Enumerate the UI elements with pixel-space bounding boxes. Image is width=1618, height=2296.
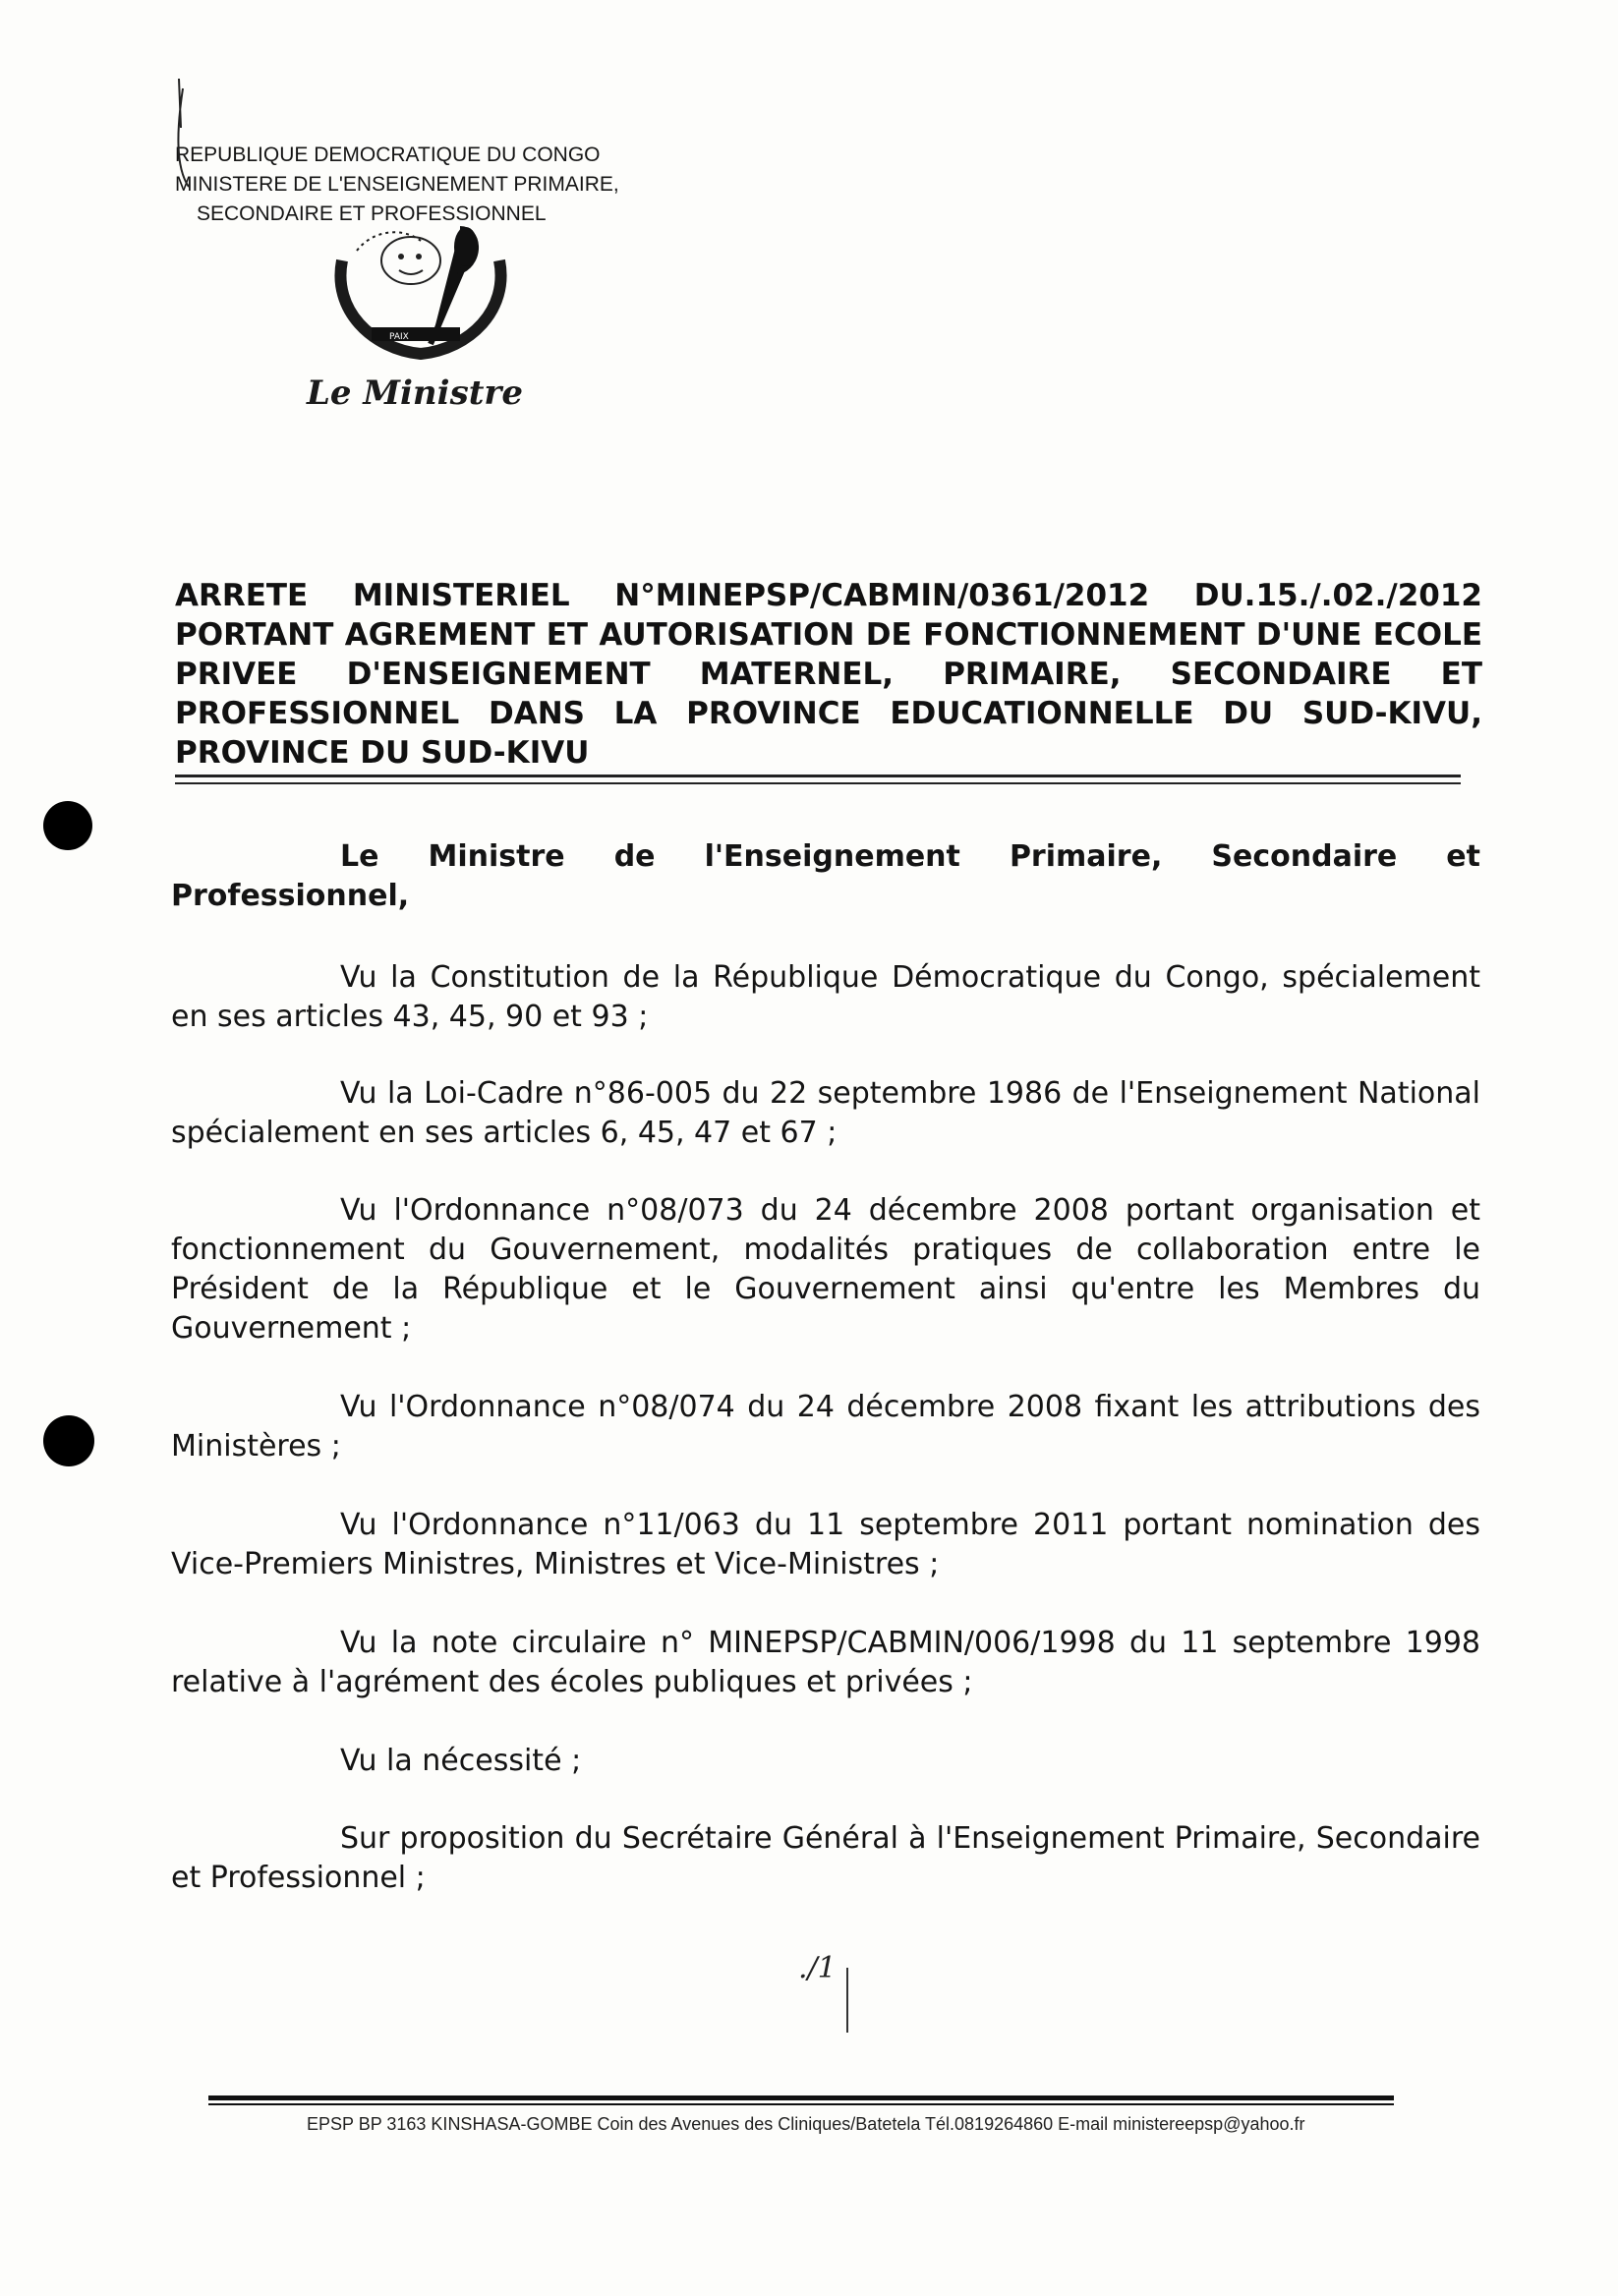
title-line-1: ARRETE MINISTERIEL N°MINEPSP/CABMIN/0361/2012 DU.15./.02./2012 [175, 578, 1482, 613]
margin-pen-stroke-icon [167, 69, 206, 197]
paragraph-ordonnance-073: Vu l'Ordonnance n°08/073 du 24 décembre 2008 portant organisation et fonctionnement du Gouvernement, modalités pratiques de collaboration entre le Président de la République et le Gouvernement ainsi qu'entre les Membres du Gouvernement ; [171, 1193, 1480, 1346]
page-number-mark: ./1 [798, 1951, 837, 1985]
title-line-3: PRIVEE D'ENSEIGNEMENT MATERNEL, PRIMAIRE, SECONDAIRE ET [175, 657, 1482, 692]
title-underline-2 [175, 782, 1461, 784]
title-underline [175, 775, 1461, 777]
footer-rule-thin [208, 2103, 1394, 2105]
header-ministry: MINISTERE DE L'ENSEIGNEMENT PRIMAIRE, [175, 173, 619, 196]
emblem-motto-label: PAIX [389, 332, 409, 342]
punch-hole-top [43, 801, 92, 850]
title-line-4: PROFESSIONNEL DANS LA PROVINCE EDUCATIONNELLE DU SUD-KIVU, [175, 696, 1482, 731]
header-ministry-cont: SECONDAIRE ET PROFESSIONNEL [197, 202, 547, 225]
paragraph-proposition: Sur proposition du Secrétaire Général à l'Enseignement Primaire, Secondaire et Professionnel ; [171, 1821, 1480, 1895]
page-mark-stroke-icon [841, 1966, 853, 2035]
title-line-2: PORTANT AGREMENT ET AUTORISATION DE FONCTIONNEMENT D'UNE ECOLE [175, 617, 1482, 653]
paragraph-ordonnance-074: Vu l'Ordonnance n°08/074 du 24 décembre 2008 fixant les attributions des Ministères ; [171, 1390, 1480, 1464]
paragraph-note-circulaire: Vu la note circulaire n° MINEPSP/CABMIN/006/1998 du 11 septembre 1998 relative à l'agrément des écoles publiques et privées ; [171, 1626, 1480, 1699]
decree-title [175, 576, 1482, 773]
paragraph-loi-cadre: Vu la Loi-Cadre n°86-005 du 22 septembre 1986 de l'Enseignement National spécialement en ses articles 6, 45, 47 et 67 ; [171, 1076, 1480, 1150]
coat-of-arms-icon [313, 221, 529, 369]
intro-paragraph: Le Ministre de l'Enseignement Primaire, Secondaire et Professionnel, [171, 839, 1480, 913]
paragraph-necessite: Vu la nécessité ; [340, 1744, 582, 1778]
paragraph-ordonnance-063: Vu l'Ordonnance n°11/063 du 11 septembre 2011 portant nomination des Vice-Premiers Ministres, Ministres et Vice-Ministres ; [171, 1508, 1480, 1581]
header-country: REPUBLIQUE DEMOCRATIQUE DU CONGO [175, 144, 601, 166]
footer-rule-thick [208, 2095, 1394, 2100]
title-line-5: PROVINCE DU SUD-KIVU [175, 735, 590, 771]
footer-address: EPSP BP 3163 KINSHASA-GOMBE Coin des Avenues des Cliniques/Batetela Tél.0819264860 E-mail ministereepsp@yahoo.fr [307, 2114, 1305, 2134]
minister-heading: Le Ministre [307, 373, 523, 413]
paragraph-constitution: Vu la Constitution de la République Démocratique du Congo, spécialement en ses articles 43, 45, 90 et 93 ; [171, 960, 1480, 1034]
punch-hole-bottom [43, 1415, 94, 1466]
